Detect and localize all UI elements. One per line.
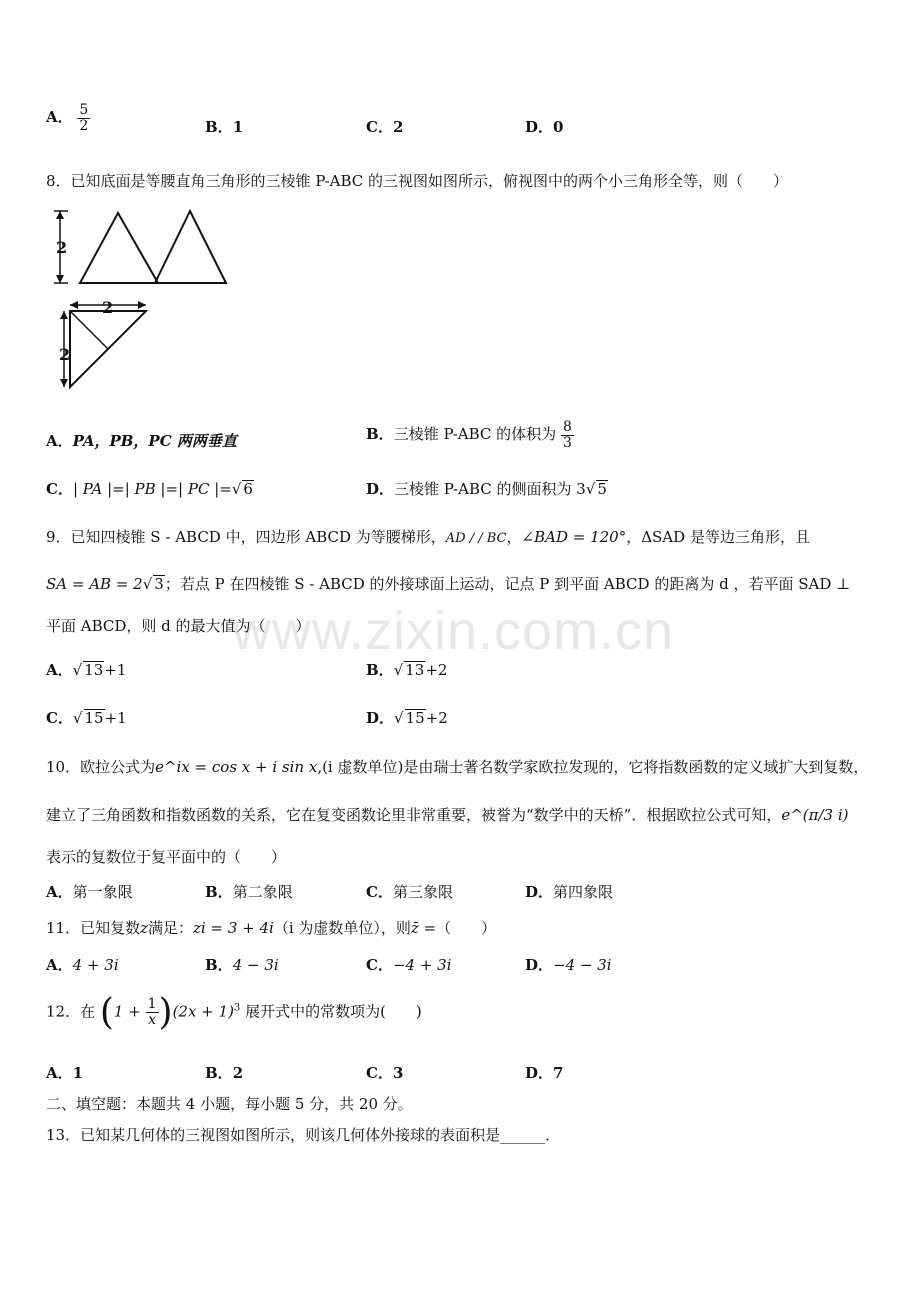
watermark: www.zixin.com.cn [232, 601, 675, 661]
option-text: 3 [392, 1064, 404, 1082]
q10-option-d[interactable] [525, 881, 613, 902]
q9-stem-line1: 9．已知四棱锥 S - ABCD 中，四边形 ABCD 为等腰梯形，AD / / BC，∠BAD = 120°，ΔSAD 是等边三角形，且 [46, 528, 810, 546]
option-label: B． [205, 1064, 233, 1082]
front-view-triangle [80, 213, 158, 283]
option-tail: +2 [425, 709, 448, 727]
q12-stem: 12．在 (1 + $\frac{1}{x}$ )$(2x + 1)^3$ 展开式中的常数项为( ) [46, 992, 422, 1033]
option-tail: +2 [425, 661, 448, 679]
q8-option-a[interactable] [46, 430, 237, 451]
fraction: $\frac{8}{3}$ [562, 419, 572, 451]
option-text: 第三象限 [392, 883, 453, 901]
radicand: 13 [84, 661, 104, 679]
option-label: C． [366, 118, 393, 136]
q10-stem-line3: 表示的复数位于复平面中的（ ） [46, 848, 287, 866]
dimension-label: 2 [59, 345, 71, 364]
radicand: 6 [243, 480, 253, 498]
q10-option-b[interactable] [205, 881, 293, 902]
option-label: B． [366, 425, 394, 444]
option-text: 三棱锥 P-ABC 的侧面积为 3 [394, 480, 586, 498]
option-label: C． [366, 956, 393, 974]
option-label: C． [46, 709, 73, 727]
q11-option-a[interactable] [46, 954, 119, 975]
q10-option-a[interactable] [46, 881, 133, 902]
option-tail: +1 [104, 661, 127, 679]
option-text: 4 + 3i [72, 956, 119, 974]
q11-option-c[interactable] [366, 954, 452, 975]
fraction: $\frac{1}{x}$ [147, 996, 157, 1028]
dimension-label: 2 [56, 238, 68, 257]
option-label: D． [366, 709, 395, 727]
option-label: B． [205, 956, 233, 974]
option-label: B． [366, 661, 394, 679]
side-view-triangle [155, 211, 226, 283]
option-text: 第一象限 [72, 883, 133, 901]
option-tail: +1 [104, 709, 127, 727]
option-label: D． [525, 118, 554, 136]
q12-option-b[interactable] [205, 1062, 243, 1083]
radicand: 5 [597, 480, 607, 498]
q7-option-c[interactable] [366, 116, 403, 137]
fraction: $\frac{5}{2}$ [79, 102, 89, 134]
option-label: D． [525, 956, 554, 974]
q8-option-b[interactable] [366, 420, 574, 450]
option-label: C． [366, 1064, 393, 1082]
q9-option-b[interactable]: B．√ 13+2 [366, 661, 448, 679]
q8-stem: 8．已知底面是等腰直角三角形的三棱锥 P-ABC 的三视图如图所示，俯视图中的两个小三角形全等，则（ ） [46, 172, 789, 190]
q7-option-b[interactable] [205, 116, 243, 137]
option-label: C． [46, 480, 73, 498]
q9-option-a[interactable]: A．√ 13+1 [46, 661, 127, 679]
option-text: 7 [553, 1064, 564, 1082]
option-text: 2 [232, 1064, 244, 1082]
option-label: B． [205, 118, 233, 136]
q10-stem-line2: 建立了三角函数和指数函数的关系，它在复变函数论里非常重要，被誉为“数学中的天桥”．根据欧拉公式可知，e^(π/3 i) [46, 806, 849, 824]
option-text: PA，PB，PC 两两垂直 [72, 432, 237, 450]
q10-option-c[interactable] [366, 881, 453, 902]
q13-stem: 13．已知某几何体的三视图如图所示，则该几何体外接球的表面积是______． [46, 1126, 561, 1144]
option-text: 三棱锥 P-ABC 的体积为 [393, 425, 557, 444]
option-label: C． [366, 883, 393, 901]
option-value: 0 [553, 118, 564, 136]
option-label: A． [46, 883, 73, 901]
option-label: A． [46, 956, 73, 974]
q11-option-d[interactable] [525, 954, 612, 975]
option-label: D． [366, 480, 395, 498]
q9-stem-line2: SA = AB = 2√ 3；若点 P 在四棱锥 S - ABCD 的外接球面上运动，记点 P 到平面 ABCD 的距离为 d ，若平面 SAD ⊥ [46, 575, 851, 593]
radicand: 15 [405, 709, 425, 727]
q7-option-d[interactable] [525, 116, 563, 137]
option-value: 1 [232, 118, 244, 136]
q8-option-c[interactable]: C．| PA |=| PB |=| PC |=√ 6 [46, 480, 253, 498]
q7-option-a[interactable] [46, 103, 90, 133]
radicand: 13 [405, 661, 425, 679]
option-label: B． [205, 883, 233, 901]
q12-option-d[interactable] [525, 1062, 563, 1083]
option-text: 1 [72, 1064, 84, 1082]
q10-stem-line1: 10．欧拉公式为e^ix = cos x + i sin x,(i 虚数单位)是由瑞士著名数学家欧拉发现的，它将指数函数的定义域扩大到复数， [46, 758, 869, 776]
q8-option-d[interactable]: D．三棱锥 P-ABC 的侧面积为 3√ 5 [366, 480, 607, 498]
option-text: −4 + 3i [392, 956, 452, 974]
dimension-label: 2 [102, 298, 114, 317]
option-label: A． [46, 661, 73, 679]
option-text: 第二象限 [232, 883, 293, 901]
q11-stem: 11．已知复数z满足：zi = 3 + 4i（i 为虚数单位），则z̄ =（ ） [46, 919, 497, 937]
q9-option-c[interactable]: C．√ 15+1 [46, 709, 127, 727]
q9-stem-line3: 平面 ABCD，则 d 的最大值为（ ） [46, 617, 311, 635]
option-label: A． [46, 1064, 73, 1082]
q12-option-c[interactable] [366, 1062, 403, 1083]
option-label: D． [525, 883, 554, 901]
q12-option-a[interactable] [46, 1062, 83, 1083]
option-text: −4 − 3i [553, 956, 612, 974]
q8-three-views-figure [50, 205, 240, 395]
q11-option-b[interactable] [205, 954, 279, 975]
euler-expression: e^(π/3 i) [781, 806, 849, 824]
option-value: 2 [392, 118, 404, 136]
q9-option-d[interactable]: D．√ 15+2 [366, 709, 448, 727]
option-text: 第四象限 [553, 883, 614, 901]
radicand: 15 [84, 709, 104, 727]
option-label: D． [525, 1064, 554, 1082]
option-text: | PA |=| PB |=| PC |= [72, 480, 232, 498]
option-label: A． [46, 108, 73, 127]
section-heading: 二、填空题：本题共 4 小题，每小题 5 分，共 20 分。 [46, 1095, 413, 1113]
option-text: 4 − 3i [232, 956, 279, 974]
option-label: A． [46, 432, 73, 450]
